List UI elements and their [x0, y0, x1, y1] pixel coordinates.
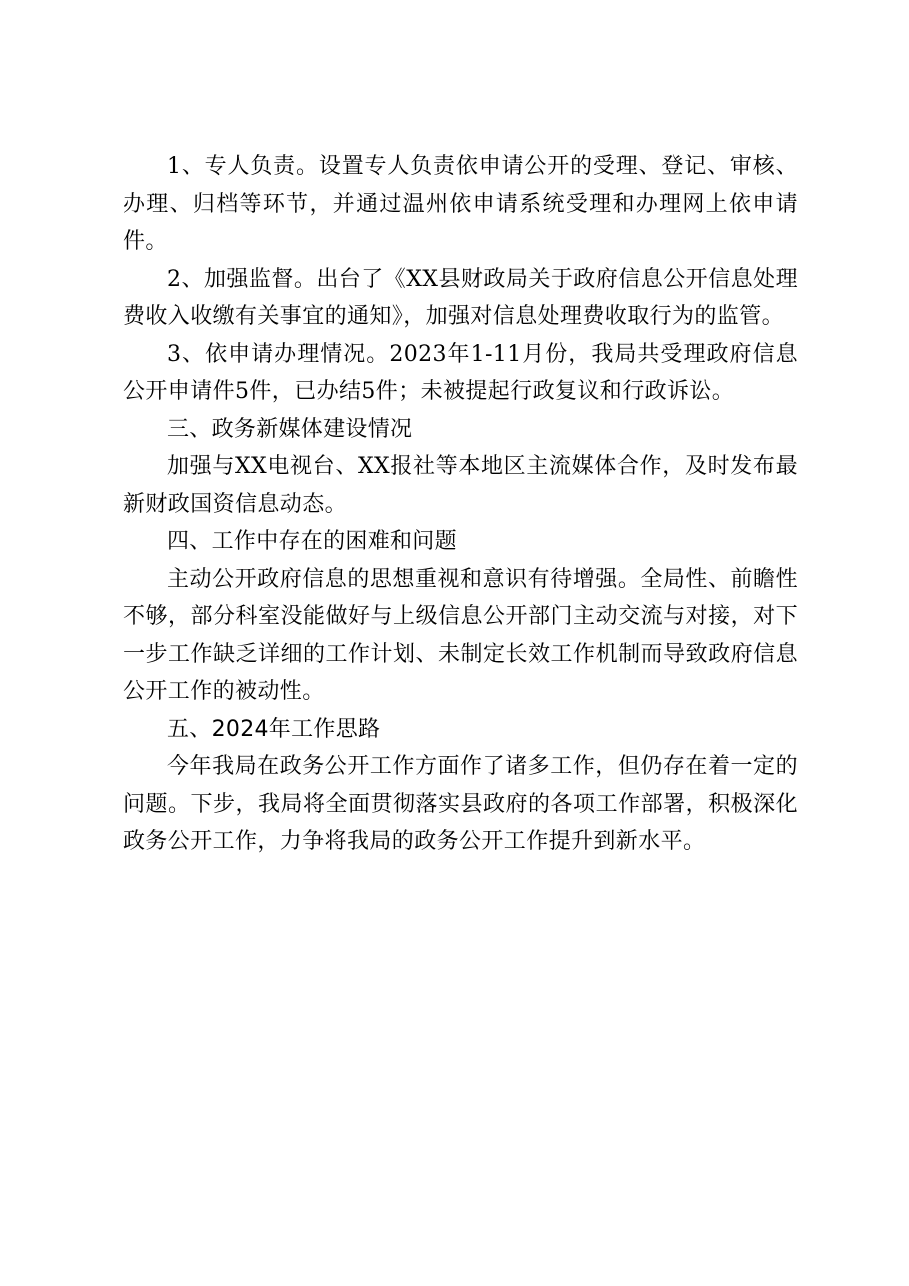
para-2024-plan: 今年我局在政务公开工作方面作了诸多工作，但仍存在着一定的问题。下步，我局将全面贯彻落实县政府的各项工作部署，积极深化政务公开工作，力争将我局的政务公开工作提升到新水平。 — [123, 754, 798, 854]
heading-section-3: 三、政务新媒体建设情况 — [167, 416, 413, 442]
heading-section-4: 四、工作中存在的困难和问题 — [167, 529, 457, 554]
para-application-status: 3、依申请办理情况。2023年1-11月份，我局共受理政府信息公开申请件5件，已办结5件；未被提起行政复议和行政诉讼。 — [123, 341, 798, 404]
para-supervision: 2、加强监督。出台了《XX县财政局关于政府信息公开信息处理费收入收缴有关事宜的通知》，加强对信息处理费收取行为的监管。 — [123, 266, 798, 329]
para-specialist: 1、专人负责。设置专人负责依申请公开的受理、登记、审核、办理、归档等环节，并通过温州依申请系统受理和办理网上依申请件。 — [123, 154, 798, 254]
para-new-media: 加强与XX电视台、XX报社等本地区主流媒体合作，及时发布最新财政国资信息动态。 — [123, 454, 798, 517]
para-problems: 主动公开政府信息的思想重视和意识有待增强。全局性、前瞻性不够，部分科室没能做好与上级信息公开部门主动交流与对接，对下一步工作缺乏详细的工作计划、未制定长效工作机制而导致政府信息公开工作的被动性。 — [123, 566, 798, 704]
document-body — [123, 148, 798, 861]
heading-section-5: 五、2024年工作思路 — [167, 716, 381, 742]
